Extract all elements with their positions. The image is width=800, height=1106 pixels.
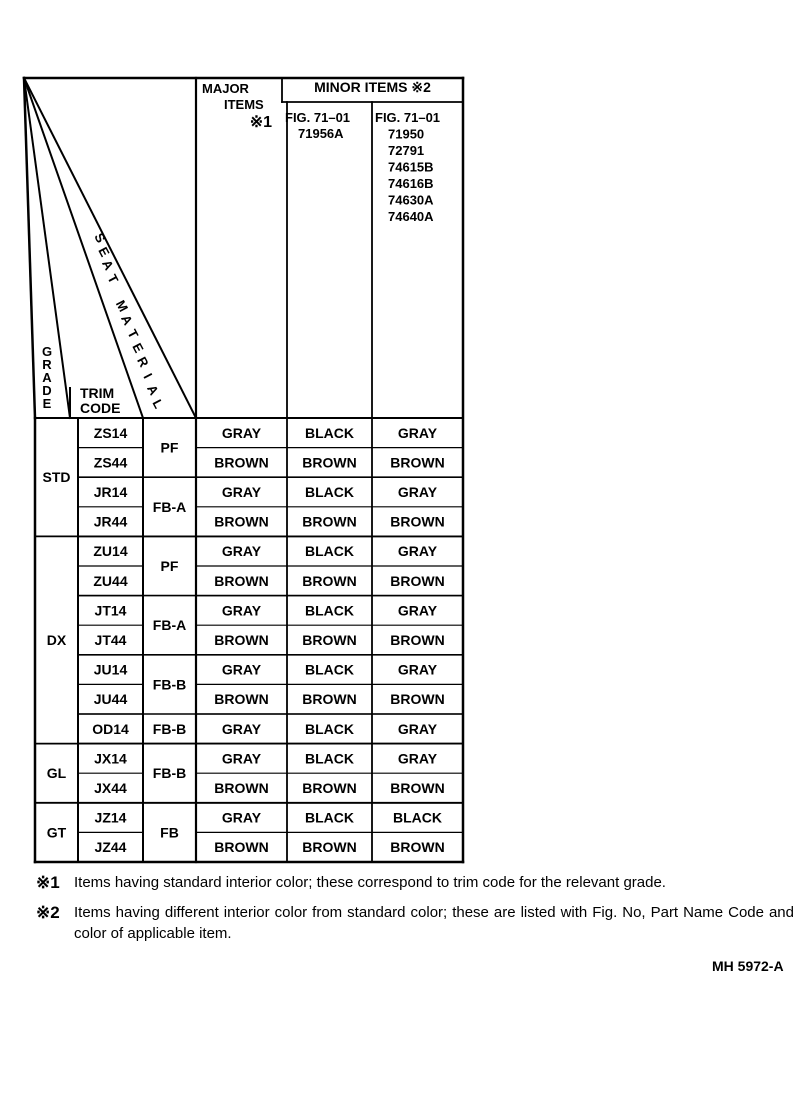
trim-code-cell: JT14 [94,602,127,619]
seat-material-header-letter: I [140,370,156,382]
minor-col2-fig: FIG. 71–01 [375,110,441,125]
seat-material-label: FB [160,824,179,841]
major-color-cell: BROWN [214,691,269,708]
trim-code-cell: JR44 [93,513,128,530]
grade-header-letter: G [41,344,53,359]
footnote-2 [36,902,794,944]
trim-code-cell: JX44 [94,780,127,796]
major-footnote-mark: ※1 [249,114,272,131]
table-left-border-top [24,78,35,418]
minor-color-cell: BLACK [305,484,354,500]
minor-color-cell: BLACK [305,543,354,560]
seat-material-header-letter: A [144,382,162,398]
grade-label: GT [46,824,67,841]
footnote-1-mark: ※1 [36,873,60,892]
minor-color-cell: BLACK [305,720,354,737]
minor-color-cell: GRAY [397,543,438,560]
seat-material-label: FB-B [152,676,187,693]
items-header-label: ITEMS [224,97,264,112]
trim-code-cell: ZU14 [93,543,128,560]
minor-color-cell: BLACK [393,809,442,826]
minor-col2-part: 74616B [388,176,434,191]
minor-color-cell: BROWN [390,572,445,589]
seat-material-header-letter: A [118,312,136,328]
minor-color-cell: BROWN [302,454,357,471]
document-reference-code: MH 5972-A [712,958,784,974]
trim-code-cell: JZ44 [94,839,127,856]
minor-col2-part: 71950 [388,126,425,142]
major-color-cell: GRAY [221,750,262,767]
minor-color-cell: BROWN [390,839,445,856]
trim-header-label: TRIM [80,385,115,401]
minor-color-cell: BROWN [302,839,357,856]
minor-color-cell: BROWN [390,780,445,796]
major-color-cell: BROWN [214,513,269,530]
grade-label: STD [42,469,71,486]
major-color-cell: BROWN [214,454,269,471]
seat-material-label: FB-B [152,765,187,782]
minor-header-label: MINOR ITEMS ※2 [314,79,431,95]
minor-col2-part: 74630A [388,192,434,208]
seat-material-label: FB-A [152,498,187,515]
trim-code-cell: JX14 [94,750,127,767]
seat-material-header-letter: L [149,396,167,411]
minor-color-cell: BROWN [302,632,357,648]
minor-color-cell: BROWN [302,572,357,589]
seat-material-header-letter: M [112,297,132,315]
seat-material-header-letter: T [124,326,142,341]
minor-color-cell: BROWN [302,691,357,708]
major-color-cell: GRAY [221,424,262,441]
footnote-2-text: Items having different interior color from standard color; these are listed with Fig. No, Part Name Code and color of applicable item. [74,904,794,942]
major-color-cell: BROWN [214,839,269,856]
seat-material-header-letter: E [95,244,113,260]
footnote-2-mark: ※2 [36,903,60,922]
trim-code-cell: ZS14 [93,424,128,441]
grade-header-letter: E [42,396,52,411]
minor-col2-part: 74640A [388,209,434,224]
minor-color-cell: GRAY [397,661,438,678]
seat-material-label: PF [160,439,179,456]
minor-color-cell: BLACK [305,661,354,678]
grade-header-letter: D [42,383,52,398]
trim-code-cell: OD14 [92,720,129,737]
minor-color-cell: GRAY [397,720,438,737]
seat-material-header-letter: T [104,271,122,286]
major-color-cell: BROWN [214,572,269,589]
seat-material-header-letter: R [134,354,152,370]
minor-col1-fig: FIG. 71–01 [285,110,351,125]
major-color-cell: BROWN [214,632,269,648]
grade-header-letter: A [42,370,52,385]
minor-color-cell: BLACK [305,809,354,826]
seat-material-label: PF [160,558,179,574]
trim-code-cell: JR14 [93,484,128,500]
major-color-cell: GRAY [221,720,262,737]
trim-code-cell: JZ14 [94,809,127,826]
minor-color-cell: GRAY [397,750,438,767]
seat-material-label: FB-B [152,720,187,737]
minor-color-cell: BROWN [390,454,445,471]
seat-material-header-letter: A [99,257,117,273]
seat-material-label: FB-A [152,617,187,634]
major-color-cell: GRAY [221,543,262,560]
major-color-cell: GRAY [221,809,262,826]
minor-color-cell: BROWN [390,691,445,708]
minor-color-cell: GRAY [397,424,438,441]
major-color-cell: GRAY [221,602,262,619]
footnote-1 [36,872,794,893]
footnote-1-text: Items having standard interior color; these correspond to trim code for the relevant grade. [74,874,666,891]
minor-color-cell: BROWN [302,780,357,796]
major-color-cell: BROWN [214,780,269,796]
seat-material-header-letter: S [91,230,109,246]
code-header-label: CODE [80,400,121,416]
grade-label: GL [46,765,67,782]
minor-color-cell: BLACK [305,424,354,441]
minor-color-cell: BLACK [305,602,354,619]
grade-header-letter: R [42,357,52,372]
minor-col2-part: 72791 [388,143,425,158]
major-color-cell: GRAY [221,661,262,678]
minor-color-cell: GRAY [397,602,438,619]
major-color-cell: GRAY [221,484,262,500]
minor-color-cell: BROWN [390,513,445,530]
trim-code-cell: JU14 [93,661,128,678]
minor-col2-part: 74615B [388,159,434,175]
minor-color-cell: BLACK [305,750,354,767]
grade-label: DX [46,632,67,648]
minor-color-cell: BROWN [302,513,357,530]
trim-code-cell: ZU44 [93,572,128,589]
trim-code-cell: ZS44 [93,454,128,471]
minor-color-cell: BROWN [390,632,445,648]
minor-color-cell: GRAY [397,484,438,500]
minor-col1-part: 71956A [298,126,344,141]
seat-material-header-letter: E [129,340,147,356]
trim-code-cell: JT44 [94,632,127,648]
major-header-label: MAJOR [202,81,249,96]
trim-code-cell: JU44 [93,691,128,708]
